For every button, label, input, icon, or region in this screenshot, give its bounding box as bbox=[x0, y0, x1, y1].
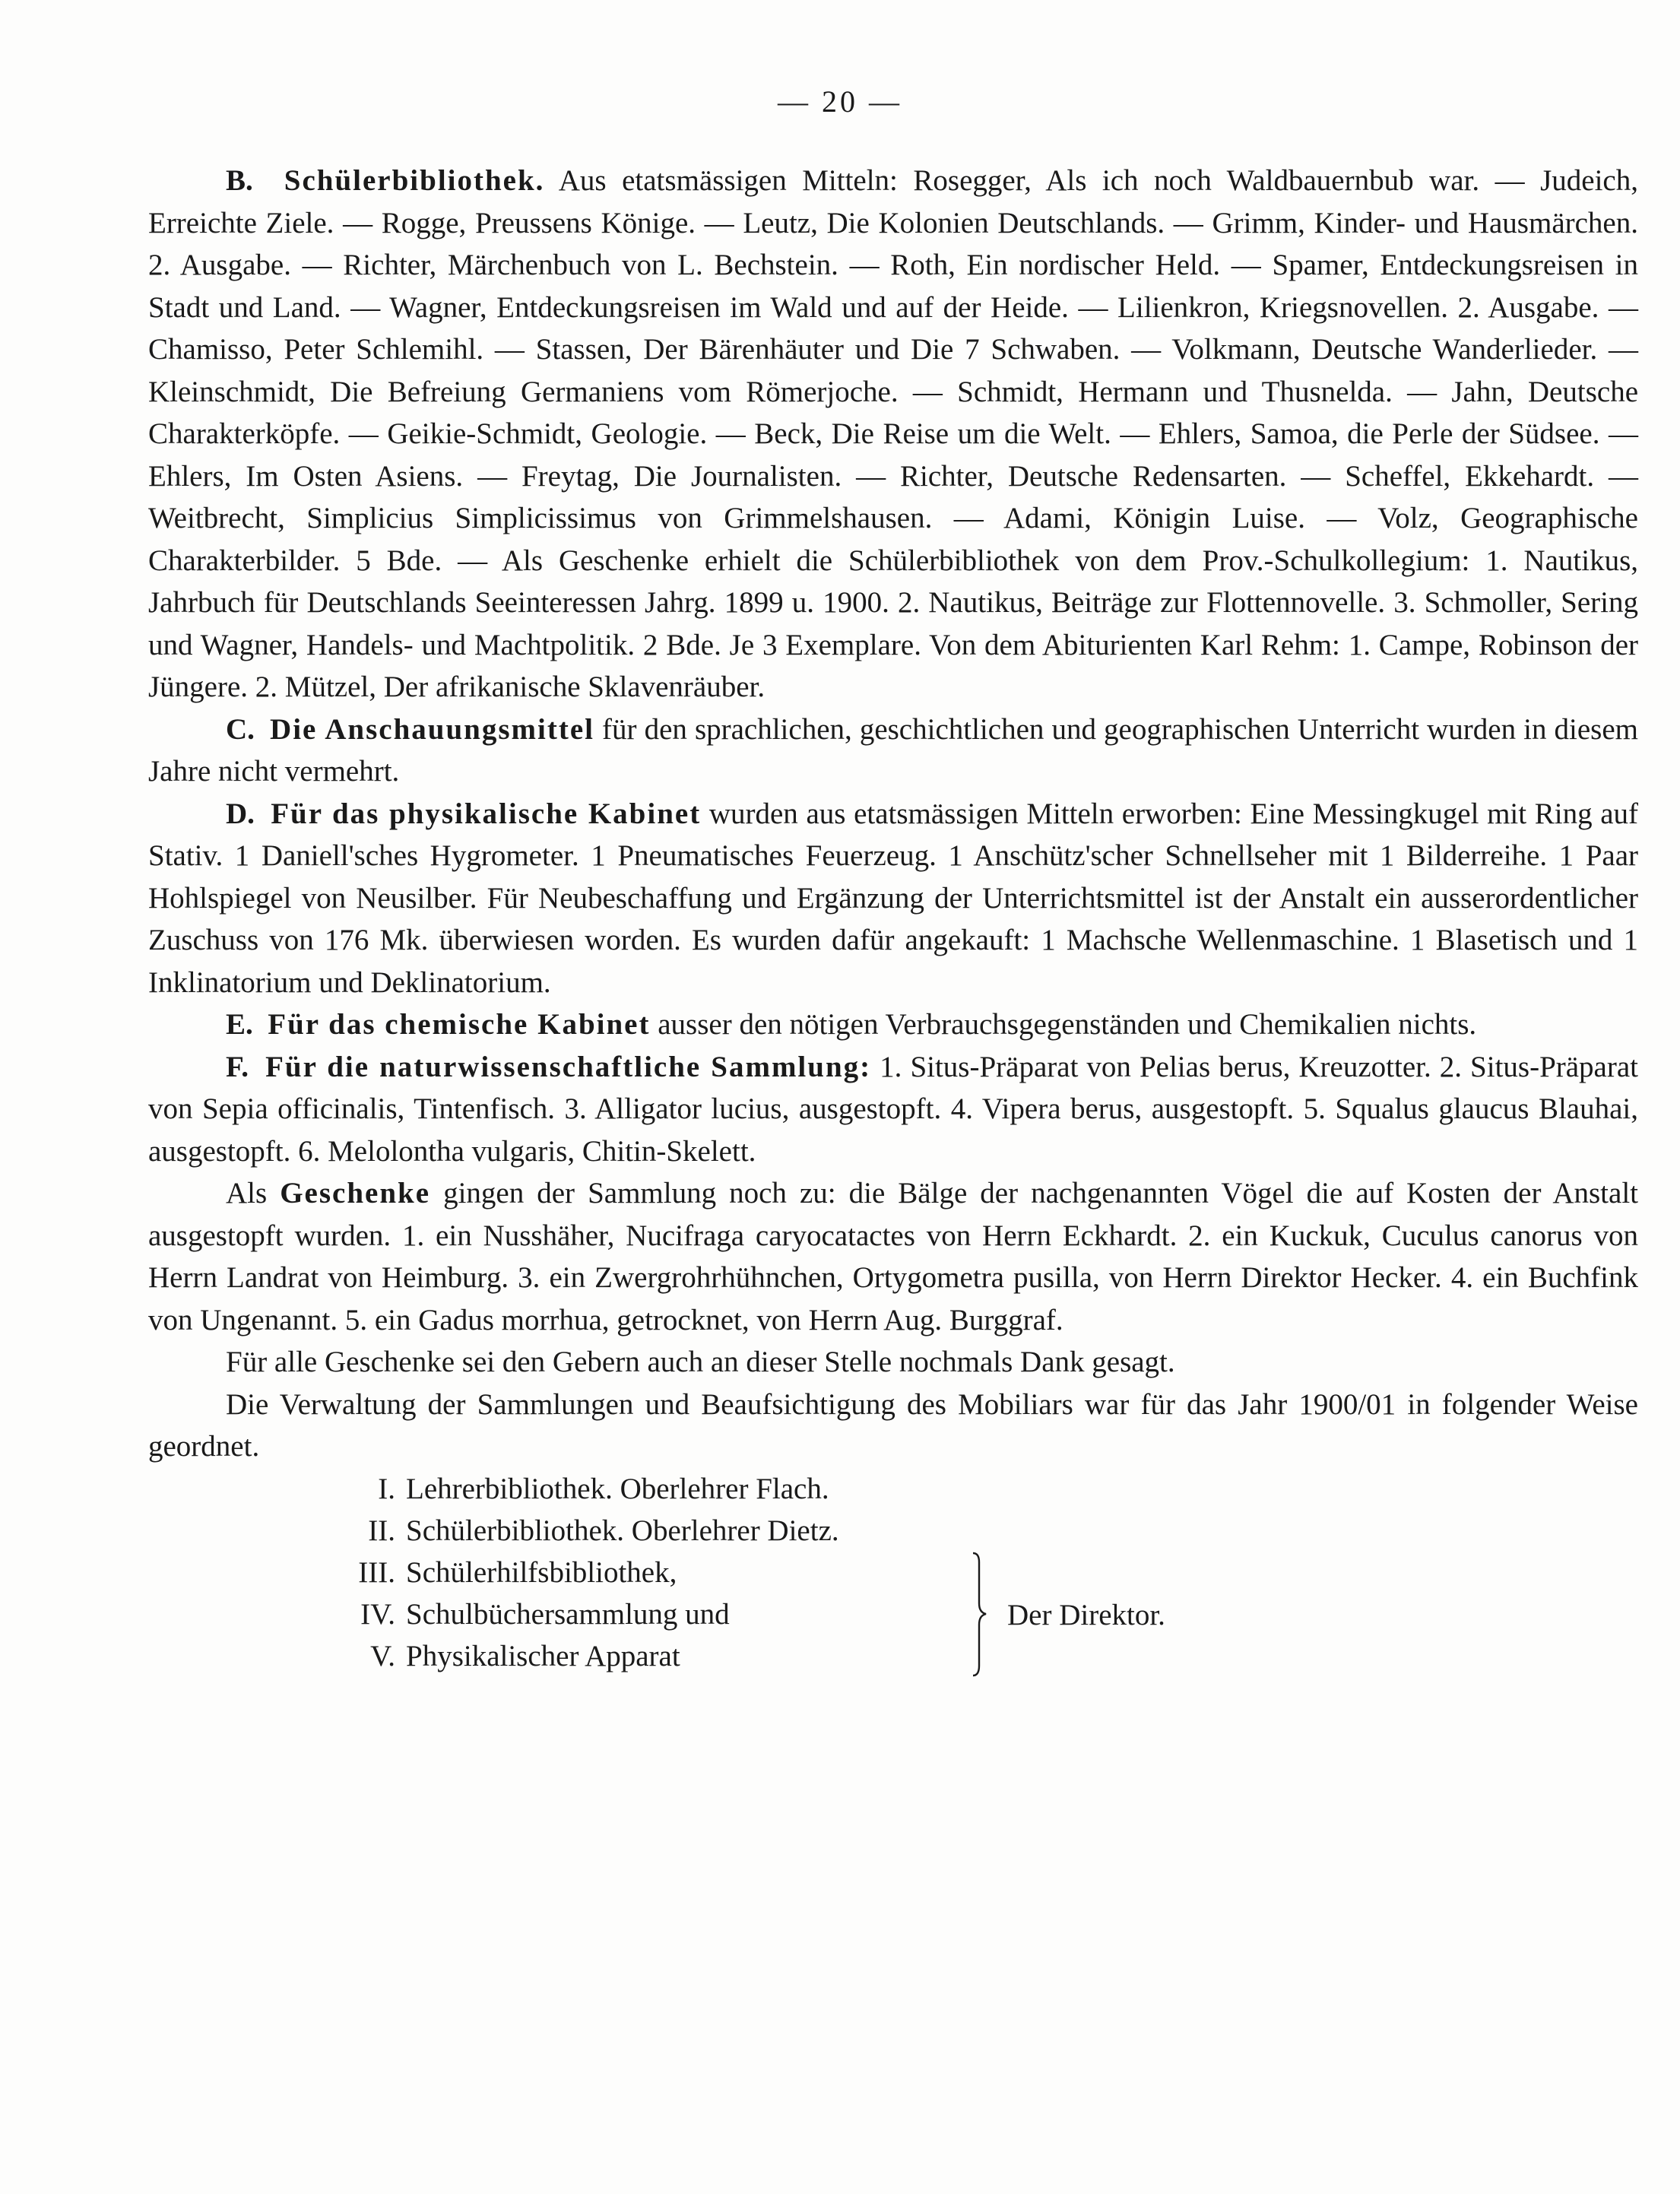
item-text: Schülerbibliothek. Oberlehrer Dietz. bbox=[406, 1514, 839, 1547]
administration-item bbox=[327, 1593, 730, 1635]
paragraph-text: gingen der Sammlung noch zu: die Bälge der nachgenannten Vögel die auf Kosten der Anstalt ausgestopft wurden. 1. ein Nusshäher, Nucifraga caryocatactes von Herrn Eckhardt. 2. ein Kuckuk, Cuculus canorus von Herrn Landrat von Heimburg. 3. ein Zwergrohrhühnchen, Ortygometra pusilla, von Herrn Direktor Hecker. 4. ein Buchfink von Ungenannt. 5. ein Gadus morrhua, getrocknet, von Herrn Aug. Burggraf. bbox=[148, 1177, 1638, 1336]
paragraph-text: wurden aus etatsmässigen Mitteln erworben: Eine Messingkugel mit Ring auf Stativ. 1 Daniell'sches Hygrometer. 1 Pneumatisches Feuerzeug. 1 Anschütz'scher Schnellseher mit 1 Bilderreihe. 1 Paar Hohlspiegel von Neusilber. Für Neubeschaffung und Ergänzung der Unterrichtsmittel ist der Anstalt ein ausserordentlicher Zuschuss von 176 Mk. überwiesen worden. Es wurden dafür angekauft: 1 Machsche Wellenmaschine. 1 Blasetisch und 1 Inklinatorium und Deklinatorium. bbox=[148, 797, 1639, 999]
administration-list bbox=[327, 1468, 1638, 1742]
item-number: IV. bbox=[360, 1597, 395, 1631]
section-label: C. bbox=[226, 712, 255, 746]
paragraph-schuelerbibliothek bbox=[148, 160, 1638, 709]
section-heading: Geschenke bbox=[280, 1177, 431, 1210]
paragraph-chemisches-kabinet bbox=[148, 1003, 1638, 1046]
administration-item bbox=[327, 1510, 839, 1552]
paragraph-lead: Als bbox=[226, 1177, 281, 1210]
section-label: B. bbox=[226, 164, 253, 197]
paragraph-text: Für alle Geschenke sei den Gebern auch an dieser Stelle nochmals Dank gesagt. bbox=[226, 1346, 1175, 1378]
paragraph-text: 1. Situs-Präparat von Pelias berus, Kreuzotter. 2. Situs-Präparat von Sepia officinalis, Tintenfisch. 3. Alligator lucius, ausgestopft. 4. Vipera berus, ausgestopft. 5. Squalus glaucus Blauhai, ausgestopft. 6. Melolontha vulgaris, Chitin-Skelett. bbox=[148, 1050, 1638, 1168]
item-number: II. bbox=[368, 1514, 395, 1547]
paragraph-anschauungsmittel bbox=[148, 709, 1638, 793]
brace-label: Der Direktor. bbox=[1007, 1598, 1165, 1631]
section-heading: Für das physikalische Kabinet bbox=[271, 797, 702, 830]
item-number: I. bbox=[378, 1472, 395, 1505]
item-text: Physikalischer Apparat bbox=[406, 1639, 680, 1672]
administration-item bbox=[327, 1635, 680, 1677]
item-text: Lehrerbibliothek. Oberlehrer Flach. bbox=[406, 1472, 829, 1505]
section-label: F. bbox=[226, 1050, 249, 1083]
page-number: — 20 — bbox=[778, 84, 902, 119]
section-heading: Die Anschauungsmittel bbox=[270, 712, 594, 746]
item-text: Schülerhilfsbibliothek, bbox=[406, 1555, 677, 1589]
paragraph-text: ausser den nötigen Verbrauchsgegenständen und Chemikalien nichts. bbox=[650, 1008, 1477, 1041]
administration-item bbox=[327, 1552, 677, 1593]
paragraph-text: für den sprachlichen, geschichtlichen und geographischen Unterricht wurden in diesem Jahre nicht vermehrt. bbox=[148, 712, 1639, 788]
section-heading: Schülerbibliothek. bbox=[284, 164, 545, 197]
paragraph-text: Aus etatsmässigen Mitteln: Rosegger, Als ich noch Waldbauernbub war. — Judeich, Erreichte Ziele. — Rogge, Preussens Könige. — Leutz, Die Kolonien Deutschlands. — Grimm, Kinder- und Hausmärchen. 2. Ausgabe. — Richter, Märchenbuch von L. Bechstein. — Roth, Ein nordischer Held. — Spamer, Entdeckungsreisen in Stadt und Land. — Wagner, Entdeckungsreisen im Wald und auf der Heide. — Lilienkron, Kriegsnovellen. 2. Ausgabe. — Chamisso, Peter Schlemihl. — Stassen, Der Bärenhäuter und Die 7 Schwaben. — Volkmann, Deutsche Wanderlieder. — Kleinschmidt, Die Befreiung Germaniens vom Römerjoche. — Schmidt, Hermann und Thusnelda. — Jahn, Deutsche Charakterköpfe. — Geikie-Schmidt, Geologie. — Beck, Die Reise um die Welt. — Ehlers, Samoa, die Perle der Südsee. — Ehlers, Im Osten Asiens. — Freytag, Die Journalisten. — Richter, Deutsche Redensarten. — Scheffel, Ekkehardt. — Weitbrecht, Simplicius Simplicissimus von Grimmelshausen. — Adami, Königin Luise. — Volz, Geographische Charakterbilder. 5 Bde. — Als Geschenke erhielt die Schülerbibliothek von dem Prov.-Schulkollegium: 1. Nautikus, Jahrbuch für Deutschlands Seeinteressen Jahrg. 1899 u. 1900. 2. Nautikus, Beiträge zur Flottennovelle. 3. Schmoller, Sering und Wagner, Handels- und Machtpolitik. 2 Bde. Je 3 Exemplare. Von dem Abiturienten Karl Rehm: 1. Campe, Robinson der Jüngere. 2. Mützel, Der afrikanische Sklavenräuber. bbox=[148, 164, 1638, 703]
item-number: V. bbox=[370, 1639, 395, 1672]
document-body bbox=[148, 160, 1638, 1742]
section-heading: Für die naturwissenschaftliche Sammlung: bbox=[265, 1050, 872, 1083]
paragraph-physikalisches-kabinet bbox=[148, 793, 1638, 1004]
curly-brace-icon bbox=[971, 1552, 987, 1677]
item-text: Schulbüchersammlung und bbox=[406, 1597, 730, 1631]
section-heading: Für das chemische Kabinet bbox=[268, 1008, 651, 1041]
administration-item bbox=[327, 1468, 829, 1510]
paragraph-text: Die Verwaltung der Sammlungen und Beaufsichtigung des Mobiliars war für das Jahr 1900/01 in folgender Weise geordnet. bbox=[148, 1387, 1638, 1463]
paragraph-verwaltung bbox=[148, 1384, 1638, 1468]
paragraph-dank bbox=[148, 1341, 1638, 1384]
item-number: III. bbox=[358, 1555, 395, 1589]
paragraph-naturwissenschaftliche-sammlung bbox=[148, 1046, 1638, 1173]
paragraph-geschenke bbox=[148, 1172, 1638, 1341]
section-label: D. bbox=[226, 797, 255, 830]
section-label: E. bbox=[226, 1008, 253, 1041]
